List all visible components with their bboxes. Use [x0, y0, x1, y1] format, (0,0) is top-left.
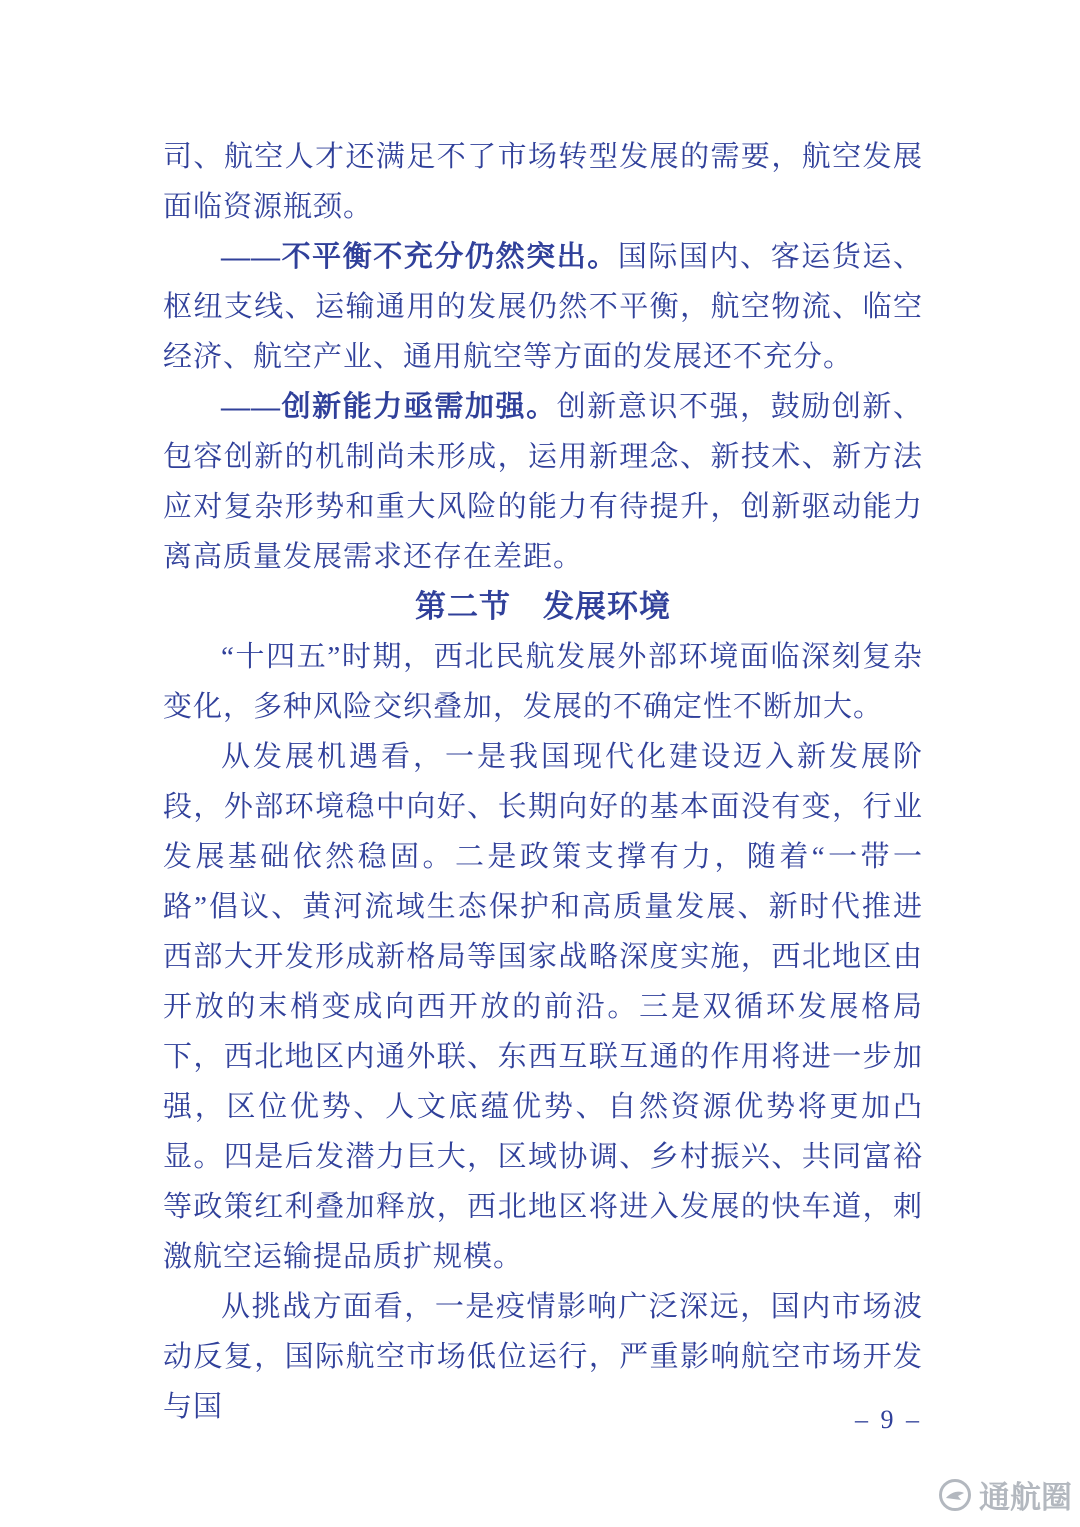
- section-heading: 第二节 发展环境: [415, 589, 671, 624]
- paragraph: “十四五”时期，西北民航发展外部环境面临深刻复杂变化，多种风险交织叠加，发展的不确定性不断加大。: [163, 641, 923, 723]
- paragraph-continuation: 司、航空人才还满足不了市场转型发展的需要，航空发展面临资源瓶颈。: [163, 141, 923, 223]
- page-number: – 9 –: [855, 1405, 922, 1434]
- paragraph: 从发展机遇看，一是我国现代化建设迈入新发展阶段，外部环境稳中向好、长期向好的基本面没有变，行业发展基础依然稳固。二是政策支撑有力，随着“一带一路”倡议、黄河流域生态保护和高质量发展、新时代推进西部大开发形成新格局等国家战略深度实施，西北地区由开放的末梢变成向西开放的前沿。三是双循环发展格局下，西北地区内通外联、东西互联互通的作用将进一步加强，区位优势、人文底蕴优势、自然资源优势将更加凸显。四是后发潜力巨大，区域协调、乡村振兴、共同富裕等政策红利叠加释放，西北地区将进入发展的快车道，刺激航空运输提品质扩规模。: [163, 741, 923, 1273]
- dash-point-body: 创新意识不强，鼓励创新、包容创新的机制尚未形成，运用新理念、新技术、新方法应对复杂形势和重大风险的能力有待提升，创新驱动能力离高质量发展需求还存在差距。: [163, 391, 923, 573]
- paragraph-dash-point: [163, 232, 923, 382]
- document-content: [163, 132, 923, 1432]
- watermark-logo-icon: [938, 1478, 972, 1512]
- paragraph-dash-point: [163, 382, 923, 582]
- dash-point-lead: ——不平衡不充分仍然突出。: [221, 241, 618, 273]
- dash-point-body: 国际国内、客运货运、枢纽支线、运输通用的发展仍然不平衡，航空物流、临空经济、航空产业、通用航空等方面的发展还不充分。: [163, 241, 923, 373]
- dash-point-lead: ——创新能力亟需加强。: [221, 391, 557, 423]
- watermark: [938, 1472, 1072, 1517]
- watermark-text: 通航圈: [979, 1480, 1072, 1515]
- paragraph: 从挑战方面看，一是疫情影响广泛深远，国内市场波动反复，国际航空市场低位运行，严重影响航空市场开发与国: [163, 1291, 923, 1423]
